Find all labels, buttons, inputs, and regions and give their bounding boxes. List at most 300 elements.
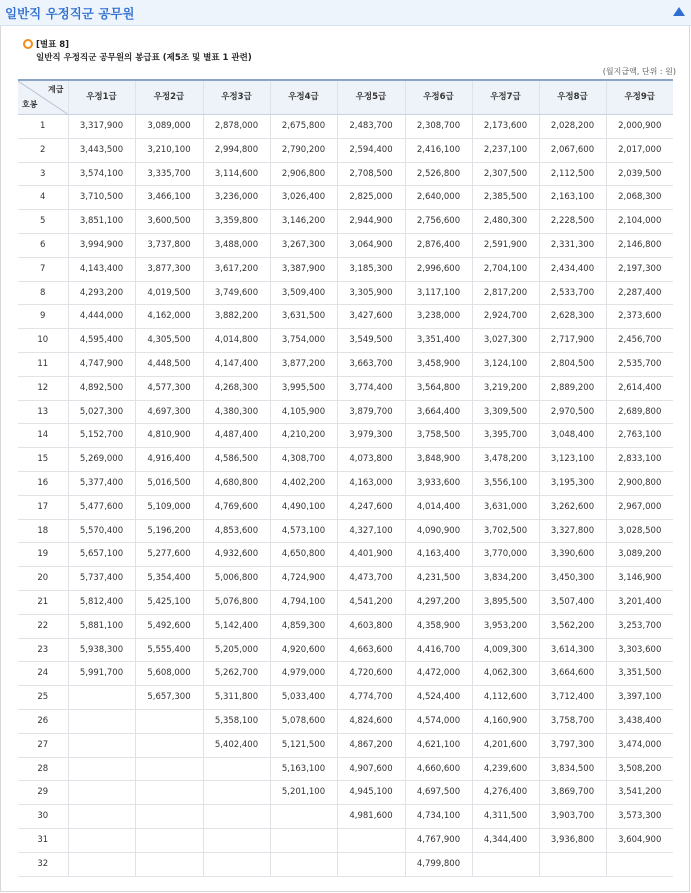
salary-cell	[135, 733, 203, 757]
salary-cell: 4,916,400	[135, 448, 203, 472]
salary-cell: 3,359,800	[203, 210, 270, 234]
salary-cell: 4,062,300	[472, 662, 539, 686]
salary-cell: 2,804,500	[539, 352, 606, 376]
salary-cell: 3,995,500	[270, 376, 337, 400]
salary-cell: 2,594,400	[337, 138, 405, 162]
salary-cell: 4,090,900	[405, 519, 472, 543]
table-row	[18, 614, 673, 638]
salary-cell: 5,205,000	[203, 638, 270, 662]
salary-cell: 3,702,500	[472, 519, 539, 543]
salary-cell: 5,991,700	[68, 662, 135, 686]
salary-cell: 2,173,600	[472, 115, 539, 139]
salary-cell: 4,448,500	[135, 352, 203, 376]
salary-cell: 3,478,200	[472, 448, 539, 472]
table-row	[18, 828, 673, 852]
salary-cell: 4,401,900	[337, 543, 405, 567]
salary-cell: 3,851,100	[68, 210, 135, 234]
salary-cell	[135, 709, 203, 733]
salary-cell: 2,591,900	[472, 233, 539, 257]
salary-cell: 4,595,400	[68, 329, 135, 353]
step-cell: 26	[18, 709, 68, 733]
salary-cell: 2,028,200	[539, 115, 606, 139]
salary-cell	[135, 781, 203, 805]
salary-cell: 4,490,100	[270, 495, 337, 519]
salary-cell: 5,492,600	[135, 614, 203, 638]
circle-bullet-icon	[23, 39, 33, 49]
salary-cell: 3,758,700	[539, 709, 606, 733]
step-cell: 30	[18, 805, 68, 829]
salary-cell: 3,438,400	[606, 709, 673, 733]
salary-cell: 3,123,100	[539, 448, 606, 472]
salary-cell	[539, 852, 606, 876]
salary-cell: 2,763,100	[606, 424, 673, 448]
salary-cell: 5,033,400	[270, 686, 337, 710]
salary-cell: 4,160,900	[472, 709, 539, 733]
salary-cell: 3,458,900	[405, 352, 472, 376]
salary-cell: 3,758,500	[405, 424, 472, 448]
salary-cell: 4,276,400	[472, 781, 539, 805]
salary-cell: 4,663,600	[337, 638, 405, 662]
salary-cell: 3,117,100	[405, 281, 472, 305]
salary-cell: 5,657,300	[135, 686, 203, 710]
salary-cell	[68, 805, 135, 829]
step-cell: 18	[18, 519, 68, 543]
table-row	[18, 709, 673, 733]
salary-cell: 4,143,400	[68, 257, 135, 281]
salary-cell: 2,889,200	[539, 376, 606, 400]
column-header: 우정4급	[270, 80, 337, 115]
salary-cell: 4,774,700	[337, 686, 405, 710]
salary-cell: 3,834,500	[539, 757, 606, 781]
salary-cell: 2,628,300	[539, 305, 606, 329]
salary-cell	[68, 686, 135, 710]
salary-cell: 4,697,500	[405, 781, 472, 805]
step-cell: 20	[18, 567, 68, 591]
salary-cell: 2,924,700	[472, 305, 539, 329]
salary-cell: 5,570,400	[68, 519, 135, 543]
salary-cell: 4,586,500	[203, 448, 270, 472]
salary-cell: 2,039,500	[606, 162, 673, 186]
corner-step-label: 호봉	[22, 100, 38, 109]
salary-cell: 2,163,100	[539, 186, 606, 210]
salary-cell	[203, 852, 270, 876]
salary-cell: 4,867,200	[337, 733, 405, 757]
salary-cell: 5,657,100	[68, 543, 135, 567]
table-row	[18, 733, 673, 757]
salary-cell: 3,604,900	[606, 828, 673, 852]
salary-cell: 3,737,800	[135, 233, 203, 257]
salary-cell: 5,016,500	[135, 471, 203, 495]
salary-cell: 5,311,800	[203, 686, 270, 710]
table-row	[18, 448, 673, 472]
salary-cell: 4,472,000	[405, 662, 472, 686]
table-row	[18, 329, 673, 353]
salary-cell: 5,269,000	[68, 448, 135, 472]
salary-cell: 4,487,400	[203, 424, 270, 448]
salary-cell: 4,892,500	[68, 376, 135, 400]
salary-cell: 3,903,700	[539, 805, 606, 829]
table-body	[18, 115, 673, 877]
salary-cell: 3,351,400	[405, 329, 472, 353]
salary-cell: 3,507,400	[539, 590, 606, 614]
salary-cell: 3,882,200	[203, 305, 270, 329]
salary-cell: 3,933,600	[405, 471, 472, 495]
salary-cell	[68, 828, 135, 852]
salary-cell: 5,881,100	[68, 614, 135, 638]
salary-cell: 3,390,600	[539, 543, 606, 567]
salary-cell	[606, 852, 673, 876]
table-row	[18, 519, 673, 543]
salary-cell: 3,631,500	[270, 305, 337, 329]
table-header-row	[18, 80, 673, 115]
salary-cell	[135, 805, 203, 829]
salary-cell: 5,152,700	[68, 424, 135, 448]
salary-cell: 3,562,200	[539, 614, 606, 638]
salary-cell	[68, 781, 135, 805]
salary-cell: 5,196,200	[135, 519, 203, 543]
salary-cell: 2,825,000	[337, 186, 405, 210]
salary-cell: 4,720,600	[337, 662, 405, 686]
step-cell: 25	[18, 686, 68, 710]
step-cell: 9	[18, 305, 68, 329]
salary-cell: 3,114,600	[203, 162, 270, 186]
salary-cell: 3,508,200	[606, 757, 673, 781]
salary-cell: 2,416,100	[405, 138, 472, 162]
table-row	[18, 757, 673, 781]
salary-cell: 2,996,600	[405, 257, 472, 281]
salary-cell: 3,309,500	[472, 400, 539, 424]
step-cell: 32	[18, 852, 68, 876]
salary-cell: 4,932,600	[203, 543, 270, 567]
salary-cell	[270, 828, 337, 852]
salary-cell: 2,017,000	[606, 138, 673, 162]
salary-cell	[135, 757, 203, 781]
step-cell: 27	[18, 733, 68, 757]
salary-cell: 4,853,600	[203, 519, 270, 543]
salary-cell: 4,009,300	[472, 638, 539, 662]
step-cell: 1	[18, 115, 68, 139]
salary-cell: 5,555,400	[135, 638, 203, 662]
salary-cell: 3,664,400	[405, 400, 472, 424]
step-cell: 8	[18, 281, 68, 305]
salary-cell: 5,201,100	[270, 781, 337, 805]
salary-cell: 2,533,700	[539, 281, 606, 305]
salary-cell: 2,967,000	[606, 495, 673, 519]
salary-cell: 2,237,100	[472, 138, 539, 162]
table-row	[18, 662, 673, 686]
salary-cell: 5,402,400	[203, 733, 270, 757]
salary-cell: 3,488,000	[203, 233, 270, 257]
salary-cell: 2,308,700	[405, 115, 472, 139]
column-header: 우정3급	[203, 80, 270, 115]
salary-cell: 3,236,000	[203, 186, 270, 210]
salary-cell: 2,970,500	[539, 400, 606, 424]
step-cell: 24	[18, 662, 68, 686]
salary-cell: 3,387,900	[270, 257, 337, 281]
step-cell: 22	[18, 614, 68, 638]
salary-cell: 3,351,500	[606, 662, 673, 686]
salary-cell: 2,456,700	[606, 329, 673, 353]
step-cell: 2	[18, 138, 68, 162]
salary-cell: 3,201,400	[606, 590, 673, 614]
salary-cell: 2,146,800	[606, 233, 673, 257]
salary-cell: 3,317,900	[68, 115, 135, 139]
salary-cell: 2,331,300	[539, 233, 606, 257]
salary-cell: 3,427,600	[337, 305, 405, 329]
salary-cell: 5,608,000	[135, 662, 203, 686]
salary-cell: 4,305,500	[135, 329, 203, 353]
salary-cell: 4,162,000	[135, 305, 203, 329]
salary-cell: 3,146,900	[606, 567, 673, 591]
salary-cell: 2,756,600	[405, 210, 472, 234]
salary-cell: 3,027,300	[472, 329, 539, 353]
salary-cell	[203, 757, 270, 781]
salary-cell: 3,327,800	[539, 519, 606, 543]
salary-cell: 3,089,000	[135, 115, 203, 139]
salary-cell: 4,859,300	[270, 614, 337, 638]
salary-cell: 3,564,800	[405, 376, 472, 400]
salary-cell: 2,833,100	[606, 448, 673, 472]
salary-cell: 5,812,400	[68, 590, 135, 614]
salary-cell: 4,697,300	[135, 400, 203, 424]
salary-cell	[337, 828, 405, 852]
salary-cell: 5,425,100	[135, 590, 203, 614]
step-cell: 28	[18, 757, 68, 781]
step-cell: 16	[18, 471, 68, 495]
salary-cell: 2,526,800	[405, 162, 472, 186]
salary-cell: 4,920,600	[270, 638, 337, 662]
salary-cell	[68, 852, 135, 876]
section-header[interactable]	[0, 0, 691, 26]
salary-cell: 2,640,000	[405, 186, 472, 210]
step-cell: 14	[18, 424, 68, 448]
salary-cell: 3,797,300	[539, 733, 606, 757]
salary-cell: 3,749,600	[203, 281, 270, 305]
table-row	[18, 352, 673, 376]
salary-cell: 5,377,400	[68, 471, 135, 495]
salary-cell: 2,614,400	[606, 376, 673, 400]
salary-cell: 3,848,900	[405, 448, 472, 472]
salary-cell: 3,770,000	[472, 543, 539, 567]
salary-cell: 4,794,100	[270, 590, 337, 614]
salary-cell: 3,305,900	[337, 281, 405, 305]
salary-cell: 4,907,600	[337, 757, 405, 781]
salary-cell: 3,185,300	[337, 257, 405, 281]
salary-cell: 5,076,800	[203, 590, 270, 614]
step-cell: 3	[18, 162, 68, 186]
salary-cell: 3,219,200	[472, 376, 539, 400]
salary-cell: 2,535,700	[606, 352, 673, 376]
salary-cell: 2,906,800	[270, 162, 337, 186]
salary-cell: 5,163,100	[270, 757, 337, 781]
salary-cell: 2,480,300	[472, 210, 539, 234]
salary-cell: 3,443,500	[68, 138, 135, 162]
column-header: 우정2급	[135, 80, 203, 115]
salary-cell: 4,680,800	[203, 471, 270, 495]
salary-cell: 3,631,000	[472, 495, 539, 519]
salary-cell: 4,945,100	[337, 781, 405, 805]
salary-cell: 2,675,800	[270, 115, 337, 139]
table-row	[18, 805, 673, 829]
table-row	[18, 376, 673, 400]
salary-cell: 4,201,600	[472, 733, 539, 757]
table-row	[18, 305, 673, 329]
salary-cell: 2,067,600	[539, 138, 606, 162]
step-cell: 11	[18, 352, 68, 376]
table-row	[18, 781, 673, 805]
salary-cell: 3,509,400	[270, 281, 337, 305]
salary-cell: 5,262,700	[203, 662, 270, 686]
salary-cell: 2,228,500	[539, 210, 606, 234]
salary-cell: 4,231,500	[405, 567, 472, 591]
table-row	[18, 638, 673, 662]
salary-cell: 4,574,000	[405, 709, 472, 733]
salary-cell: 4,416,700	[405, 638, 472, 662]
table-row	[18, 257, 673, 281]
salary-cell: 4,247,600	[337, 495, 405, 519]
salary-cell: 4,541,200	[337, 590, 405, 614]
salary-cell: 4,344,400	[472, 828, 539, 852]
salary-cell: 3,895,500	[472, 590, 539, 614]
salary-cell: 3,994,900	[68, 233, 135, 257]
column-header: 우정8급	[539, 80, 606, 115]
salary-cell: 5,109,000	[135, 495, 203, 519]
salary-cell: 4,524,400	[405, 686, 472, 710]
salary-cell: 2,900,800	[606, 471, 673, 495]
table-row	[18, 281, 673, 305]
salary-cell: 3,253,700	[606, 614, 673, 638]
salary-cell: 5,737,400	[68, 567, 135, 591]
step-cell: 19	[18, 543, 68, 567]
salary-cell: 2,878,000	[203, 115, 270, 139]
salary-cell: 3,617,200	[203, 257, 270, 281]
column-header: 우정1급	[68, 80, 135, 115]
salary-cell: 4,163,400	[405, 543, 472, 567]
salary-cell: 3,664,600	[539, 662, 606, 686]
salary-cell: 2,817,200	[472, 281, 539, 305]
salary-cell: 4,163,000	[337, 471, 405, 495]
column-header: 우정6급	[405, 80, 472, 115]
salary-cell: 4,268,300	[203, 376, 270, 400]
salary-cell: 3,953,200	[472, 614, 539, 638]
salary-cell	[203, 781, 270, 805]
salary-cell: 3,936,800	[539, 828, 606, 852]
salary-cell: 3,879,700	[337, 400, 405, 424]
salary-cell: 2,104,000	[606, 210, 673, 234]
corner-grade-label: 계급	[48, 85, 64, 94]
salary-cell: 4,210,200	[270, 424, 337, 448]
salary-cell: 3,774,400	[337, 376, 405, 400]
salary-cell: 4,014,800	[203, 329, 270, 353]
column-header: 우정9급	[606, 80, 673, 115]
salary-cell: 5,277,600	[135, 543, 203, 567]
salary-cell: 5,938,300	[68, 638, 135, 662]
salary-cell: 2,385,500	[472, 186, 539, 210]
salary-cell: 3,549,500	[337, 329, 405, 353]
salary-cell: 4,297,200	[405, 590, 472, 614]
salary-cell: 2,197,300	[606, 257, 673, 281]
salary-cell: 5,121,500	[270, 733, 337, 757]
salary-cell: 3,267,300	[270, 233, 337, 257]
salary-cell: 3,754,000	[270, 329, 337, 353]
salary-cell: 4,799,800	[405, 852, 472, 876]
salary-cell: 5,477,600	[68, 495, 135, 519]
salary-cell: 2,717,900	[539, 329, 606, 353]
salary-cell: 2,483,700	[337, 115, 405, 139]
unit-note: (월지급액, 단위 : 원)	[602, 67, 676, 76]
salary-cell	[337, 852, 405, 876]
table-label: [별표 8]	[36, 40, 70, 50]
salary-cell: 2,307,500	[472, 162, 539, 186]
salary-cell: 4,724,900	[270, 567, 337, 591]
table-row	[18, 400, 673, 424]
step-cell: 5	[18, 210, 68, 234]
table-row	[18, 543, 673, 567]
salary-cell: 4,112,600	[472, 686, 539, 710]
salary-cell: 3,979,300	[337, 424, 405, 448]
salary-cell: 3,124,100	[472, 352, 539, 376]
salary-cell	[68, 757, 135, 781]
step-cell: 13	[18, 400, 68, 424]
salary-table	[18, 79, 673, 877]
salary-cell: 3,262,600	[539, 495, 606, 519]
salary-cell: 2,689,800	[606, 400, 673, 424]
salary-cell: 4,239,600	[472, 757, 539, 781]
salary-cell: 4,147,400	[203, 352, 270, 376]
salary-cell: 2,000,900	[606, 115, 673, 139]
salary-cell: 2,373,600	[606, 305, 673, 329]
salary-cell: 2,994,800	[203, 138, 270, 162]
salary-cell: 3,210,100	[135, 138, 203, 162]
salary-cell	[270, 805, 337, 829]
table-row	[18, 852, 673, 876]
salary-cell: 2,708,500	[337, 162, 405, 186]
salary-cell: 3,600,500	[135, 210, 203, 234]
salary-cell	[135, 852, 203, 876]
table-row	[18, 210, 673, 234]
salary-cell: 4,380,300	[203, 400, 270, 424]
table-row	[18, 567, 673, 591]
salary-cell	[68, 733, 135, 757]
salary-cell: 2,068,300	[606, 186, 673, 210]
table-row	[18, 424, 673, 448]
salary-cell: 3,089,200	[606, 543, 673, 567]
salary-cell: 2,790,200	[270, 138, 337, 162]
step-cell: 10	[18, 329, 68, 353]
salary-cell: 4,650,800	[270, 543, 337, 567]
salary-cell: 5,358,100	[203, 709, 270, 733]
table-row	[18, 186, 673, 210]
step-cell: 29	[18, 781, 68, 805]
salary-cell: 4,019,500	[135, 281, 203, 305]
salary-cell: 4,105,900	[270, 400, 337, 424]
salary-cell: 5,078,600	[270, 709, 337, 733]
salary-cell: 3,238,000	[405, 305, 472, 329]
salary-cell: 2,112,500	[539, 162, 606, 186]
step-cell: 21	[18, 590, 68, 614]
salary-cell: 2,287,400	[606, 281, 673, 305]
salary-cell: 3,195,300	[539, 471, 606, 495]
salary-cell: 3,712,400	[539, 686, 606, 710]
salary-cell: 3,064,900	[337, 233, 405, 257]
triangle-up-icon[interactable]	[673, 3, 685, 19]
table-row	[18, 686, 673, 710]
salary-cell: 3,556,100	[472, 471, 539, 495]
salary-cell: 4,473,700	[337, 567, 405, 591]
salary-cell: 5,354,400	[135, 567, 203, 591]
salary-cell: 2,944,900	[337, 210, 405, 234]
salary-cell: 4,358,900	[405, 614, 472, 638]
